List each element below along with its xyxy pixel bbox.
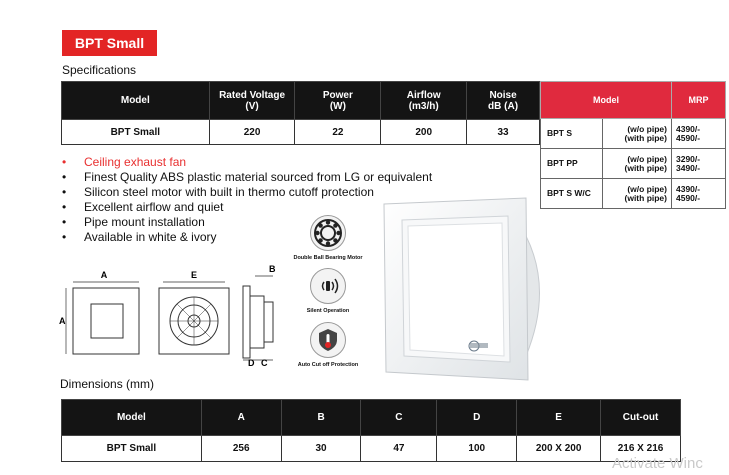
product-title-badge: BPT Small	[62, 30, 157, 56]
side-view	[243, 276, 273, 360]
price-row	[541, 119, 726, 149]
price-values: 3290/- 3490/-	[672, 149, 726, 179]
label-d: D	[248, 358, 255, 367]
silent-icon	[310, 268, 346, 304]
spec-header-noise: Noise dB (A)	[467, 82, 540, 120]
product-image	[378, 196, 568, 384]
badge-caption: Double Ball Bearing Motor	[293, 255, 363, 261]
spec-cell-voltage: 220	[209, 120, 295, 145]
price-model: BPT S	[541, 119, 603, 149]
badge-caption: Auto Cut off Protection	[297, 362, 359, 368]
price-model: BPT S W/C	[541, 179, 603, 209]
badge-silent	[283, 268, 373, 314]
badge-cutoff	[283, 322, 373, 368]
feature-item: • Available in white & ivory	[62, 230, 217, 244]
feature-item: • Excellent airflow and quiet	[62, 200, 224, 214]
dim-header-c: C	[361, 400, 437, 436]
dimensions-table	[61, 399, 681, 462]
dim-header-d: D	[437, 400, 517, 436]
dim-cell-cutout: 216 X 216	[601, 436, 681, 462]
dim-header-e: E	[517, 400, 601, 436]
dimensions-label: Dimensions (mm)	[60, 377, 155, 391]
dim-cell-b: 30	[281, 436, 361, 462]
label-e: E	[190, 270, 198, 280]
price-values: 4390/- 4590/-	[672, 179, 726, 209]
dim-cell-model: BPT Small	[62, 436, 202, 462]
feature-item: • Pipe mount installation	[62, 215, 205, 229]
spec-cell-power: 22	[295, 120, 381, 145]
label-a-side: A	[59, 316, 66, 326]
section-view	[159, 282, 229, 354]
price-header-model: Model	[541, 82, 672, 119]
feature-item: • Ceiling exhaust fan	[62, 155, 187, 169]
feature-item: • Silicon steel motor with built in thermo cutoff protection	[62, 185, 374, 199]
exhaust-fan-image	[378, 196, 568, 384]
technical-drawing	[55, 262, 295, 367]
badge-bearing	[283, 215, 373, 261]
price-header-mrp: MRP	[672, 82, 726, 119]
activation-watermark: Activate Winc	[612, 455, 703, 472]
spec-header-power: Power (W)	[295, 82, 381, 120]
ball-bearing-icon	[310, 215, 346, 251]
price-model: BPT PP	[541, 149, 603, 179]
label-a-top: A	[100, 270, 108, 280]
badge-caption: Silent Operation	[306, 308, 350, 314]
label-c: C	[261, 358, 268, 367]
dim-header-model: Model	[62, 400, 202, 436]
dim-cell-c: 47	[361, 436, 437, 462]
price-row	[541, 179, 726, 209]
spec-cell-noise: 33	[467, 120, 540, 145]
spec-header-model: Model	[62, 82, 210, 120]
price-header-row	[541, 82, 726, 119]
price-options: (w/o pipe) (with pipe)	[603, 119, 672, 149]
dim-cell-d: 100	[437, 436, 517, 462]
specifications-label: Specifications	[62, 63, 137, 77]
dim-row	[62, 436, 681, 462]
spec-cell-airflow: 200	[381, 120, 467, 145]
spec-header-airflow: Airflow (m3/h)	[381, 82, 467, 120]
label-b: B	[269, 264, 276, 274]
spec-row	[62, 120, 540, 145]
spec-header-row	[62, 82, 540, 120]
spec-header-voltage: Rated Voltage (V)	[209, 82, 295, 120]
feature-list	[62, 155, 432, 245]
dim-cell-a: 256	[201, 436, 281, 462]
price-options: (w/o pipe) (with pipe)	[603, 149, 672, 179]
price-table	[540, 81, 726, 209]
dim-header-row	[62, 400, 681, 436]
front-view	[66, 282, 139, 354]
feature-item: • Finest Quality ABS plastic material sourced from LG or equivalent	[62, 170, 433, 184]
dim-header-b: B	[281, 400, 361, 436]
dim-cell-e: 200 X 200	[517, 436, 601, 462]
dimension-drawing-svg	[55, 262, 295, 367]
price-values: 4390/- 4590/-	[672, 119, 726, 149]
dim-header-a: A	[201, 400, 281, 436]
dim-header-cutout: Cut-out	[601, 400, 681, 436]
price-row	[541, 149, 726, 179]
specifications-table	[61, 81, 540, 145]
spec-cell-model: BPT Small	[62, 120, 210, 145]
thermal-cutoff-icon	[310, 322, 346, 358]
price-options: (w/o pipe) (with pipe)	[603, 179, 672, 209]
